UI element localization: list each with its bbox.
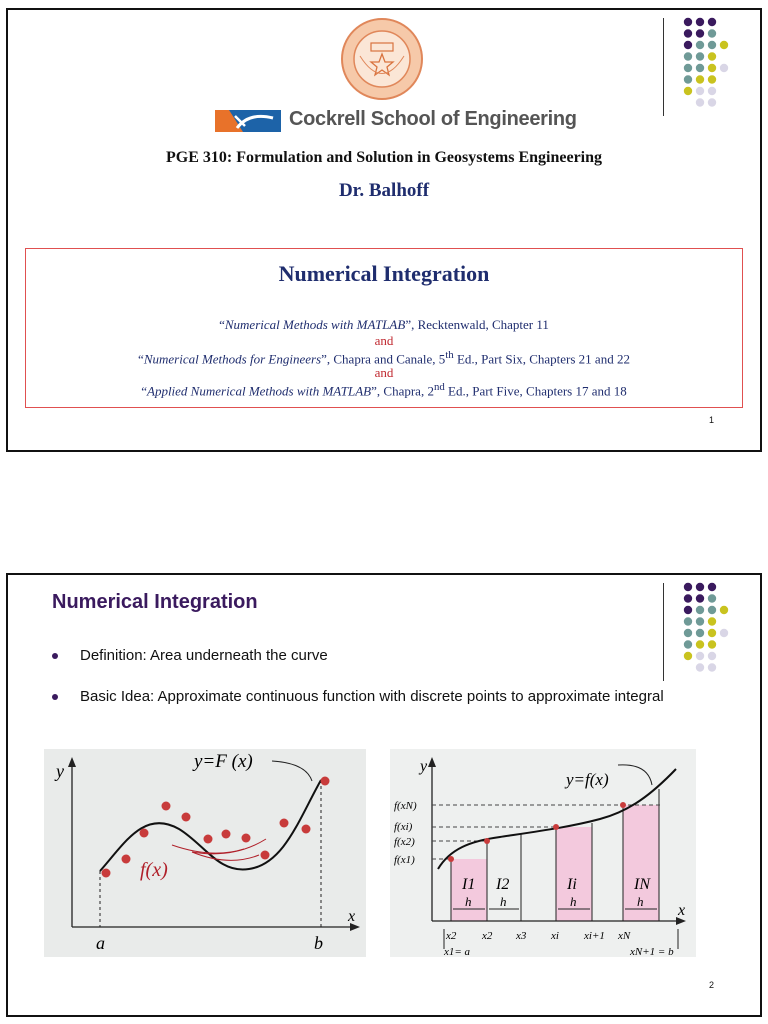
reference-detail: Ed., Part Six, Chapters 21 and 22 xyxy=(453,351,630,367)
reference-detail: , Chapra, 2 xyxy=(376,383,434,399)
decor-dot xyxy=(720,629,728,637)
instructor-name: Dr. Balhoff xyxy=(338,180,430,201)
bullet-text: Definition: Area underneath the curve xyxy=(80,647,328,664)
y-label: y xyxy=(420,758,428,775)
decor-dot xyxy=(684,64,692,72)
reference-box xyxy=(25,248,743,408)
decor-dot xyxy=(708,75,716,83)
and-label: and xyxy=(374,333,394,348)
decor-dot xyxy=(684,606,692,614)
curve-figure xyxy=(44,749,366,957)
h-label: h xyxy=(570,894,577,909)
strip-label: I2 xyxy=(496,876,510,893)
decor-dot xyxy=(696,41,704,49)
decor-dot xyxy=(684,18,692,26)
decor-dot xyxy=(720,606,728,614)
course-title: PGE 310: Formulation and Solution in Geosystems Engineering xyxy=(165,149,603,166)
reference-title: Numerical Integration xyxy=(278,261,490,286)
decor-dot xyxy=(696,583,704,591)
decor-dot xyxy=(696,75,704,83)
decor-dot xyxy=(708,594,716,602)
cockrell-banner xyxy=(215,108,585,138)
function-label: y=f(x) xyxy=(566,770,609,789)
page-number: 2 xyxy=(708,980,714,990)
decor-dot xyxy=(708,41,716,49)
and-label: and xyxy=(374,365,394,380)
decor-dot xyxy=(684,75,692,83)
decor-dot xyxy=(708,98,716,106)
decor-dot xyxy=(696,652,704,660)
decor-dot xyxy=(708,18,716,26)
decor-dot xyxy=(708,606,716,614)
slide-1 xyxy=(6,8,762,452)
dot-grid-decoration xyxy=(676,16,760,112)
page-number: 1 xyxy=(708,415,714,425)
book-title: Numerical Methods for Engineers xyxy=(143,351,322,367)
strip-label: IN xyxy=(634,876,650,893)
decor-dot xyxy=(684,583,692,591)
decor-dot xyxy=(696,663,704,671)
dot-grid-decoration xyxy=(676,581,760,677)
decor-dot xyxy=(708,64,716,72)
decor-dot xyxy=(696,52,704,60)
x-tick-label: x2 xyxy=(446,930,457,942)
decor-dot xyxy=(696,98,704,106)
reference-line-2: “Numerical Methods for Engineers”, Chapra and Canale, 5th Ed., Part Six, Chapters 21 and 22 xyxy=(138,349,630,367)
x-tick-label: x3 xyxy=(516,930,527,942)
decor-dot xyxy=(684,629,692,637)
x-tick-label: xi+1 xyxy=(584,930,605,942)
x-tick-label: x2 xyxy=(482,930,493,942)
decor-dot xyxy=(696,87,704,95)
x-label: x xyxy=(678,902,686,919)
y-label: y xyxy=(56,761,64,781)
decor-dot xyxy=(696,594,704,602)
decor-dot xyxy=(696,606,704,614)
decor-dot xyxy=(708,87,716,95)
decor-dot xyxy=(708,663,716,671)
decor-dot xyxy=(696,64,704,72)
trapezoid-figure xyxy=(390,749,696,957)
reference-detail: , Chapra and Canale, 5 xyxy=(326,351,446,367)
book-title: Applied Numerical Methods with MATLAB xyxy=(147,383,372,399)
decor-dot xyxy=(684,87,692,95)
y-tick-label: f(xi) xyxy=(394,821,413,833)
ut-seal-logo xyxy=(340,16,424,102)
bullet-text: Basic Idea: Approximate continuous function with discrete points to approximate integral xyxy=(80,688,664,705)
school-name: Cockrell School of Engineering xyxy=(289,108,577,130)
decor-dot xyxy=(720,64,728,72)
decor-dot xyxy=(684,640,692,648)
a-label: a xyxy=(96,933,105,953)
slide-title: Numerical Integration xyxy=(52,591,258,613)
reference-line-3: “Applied Numerical Methods with MATLAB”, Chapra, 2nd Ed., Part Five, Chapters 17 and 18 xyxy=(141,381,627,399)
slide-2 xyxy=(6,573,762,1017)
decor-dot xyxy=(684,52,692,60)
h-label: h xyxy=(637,894,644,909)
divider-line xyxy=(663,18,664,116)
x-tick-label: xi xyxy=(551,930,559,942)
decor-dot xyxy=(708,652,716,660)
b-label: b xyxy=(314,933,323,953)
function-label: y=F (x) xyxy=(194,751,253,772)
x-tick-label: xN xyxy=(618,930,631,942)
decor-dot xyxy=(684,29,692,37)
book-title: Numerical Methods with MATLAB xyxy=(224,317,406,332)
decor-dot xyxy=(684,617,692,625)
bullet-dot-icon xyxy=(52,694,58,700)
fx-label: f(x) xyxy=(140,859,168,881)
decor-dot xyxy=(708,617,716,625)
decor-dot xyxy=(696,18,704,26)
divider-line xyxy=(663,583,664,681)
reference-detail: Ed., Part Five, Chapters 17 and 18 xyxy=(444,383,627,399)
decor-dot xyxy=(684,41,692,49)
x-tick-label: xN+1 = b xyxy=(630,946,674,957)
y-tick-label: f(x1) xyxy=(394,854,415,866)
y-tick-label: f(xN) xyxy=(394,800,417,812)
x-label: x xyxy=(348,908,356,925)
decor-dot xyxy=(708,583,716,591)
decor-dot xyxy=(684,594,692,602)
decor-dot xyxy=(708,640,716,648)
decor-dot xyxy=(708,29,716,37)
decor-dot xyxy=(684,652,692,660)
decor-dot xyxy=(696,29,704,37)
decor-dot xyxy=(696,629,704,637)
decor-dot xyxy=(720,41,728,49)
cockrell-logo-icon xyxy=(215,110,281,132)
decor-dot xyxy=(696,640,704,648)
edition-suffix: nd xyxy=(433,381,445,393)
y-tick-label: f(x2) xyxy=(394,836,415,848)
x-tick-label: x1= a xyxy=(444,946,471,957)
bullet-dot-icon xyxy=(52,653,58,659)
reference-line-1: “Numerical Methods with MATLAB”, Recktenwald, Chapter 11 xyxy=(219,317,549,332)
reference-detail: , Recktenwald, Chapter 11 xyxy=(411,317,549,332)
h-label: h xyxy=(465,894,472,909)
strip-label: Ii xyxy=(567,876,577,893)
h-label: h xyxy=(500,894,507,909)
decor-dot xyxy=(708,52,716,60)
decor-dot xyxy=(708,629,716,637)
decor-dot xyxy=(696,617,704,625)
strip-label: I1 xyxy=(462,876,476,893)
edition-suffix: th xyxy=(445,349,454,361)
